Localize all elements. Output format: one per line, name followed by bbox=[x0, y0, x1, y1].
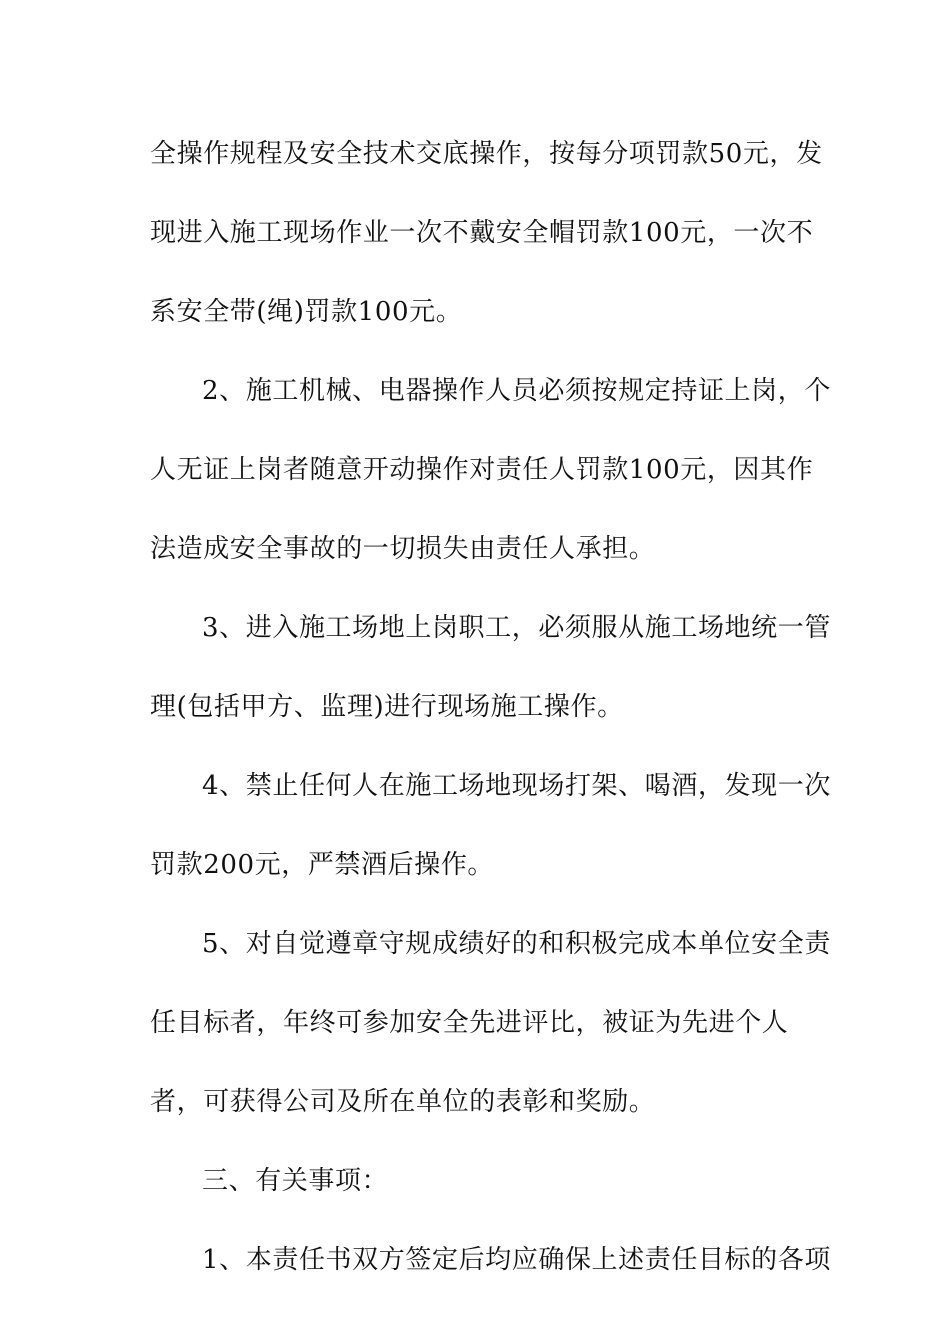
text-line: 者，可获得公司及所在单位的表彰和奖励。 bbox=[150, 1087, 656, 1117]
paragraph-item-1-start: 1、本责任书双方签定后均应确保上述责任目标的各项 bbox=[202, 1245, 831, 1275]
text-line: 全操作规程及安全技术交底操作，按每分项罚款50元，发 bbox=[150, 139, 823, 169]
text-line: 人无证上岗者随意开动操作对责任人罚款100元，因其作 bbox=[150, 455, 814, 485]
text-line: 系安全带(绳)罚款100元。 bbox=[150, 297, 463, 327]
text-line: 法造成安全事故的一切损失由责任人承担。 bbox=[150, 534, 656, 564]
text-line: 理(包括甲方、监理)进行现场施工操作。 bbox=[150, 692, 624, 722]
text-line: 任目标者，年终可参加安全先进评比，被证为先进个人 bbox=[150, 1008, 789, 1038]
paragraph-4-start: 4、禁止任何人在施工场地现场打架、喝酒，发现一次 bbox=[202, 771, 831, 801]
paragraph-5-start: 5、对自觉遵章守规成绩好的和积极完成本单位安全责 bbox=[202, 929, 831, 959]
text-line: 罚款200元，严禁酒后操作。 bbox=[150, 850, 495, 880]
section-heading: 三、有关事项： bbox=[202, 1166, 389, 1196]
document-body bbox=[150, 125, 831, 1310]
paragraph-3-start: 3、进入施工场地上岗职工，必须服从施工场地统一管 bbox=[202, 613, 831, 643]
text-line: 现进入施工现场作业一次不戴安全帽罚款100元，一次不 bbox=[150, 218, 814, 248]
paragraph-2-start: 2、施工机械、电器操作人员必须按规定持证上岗，个 bbox=[202, 376, 831, 406]
